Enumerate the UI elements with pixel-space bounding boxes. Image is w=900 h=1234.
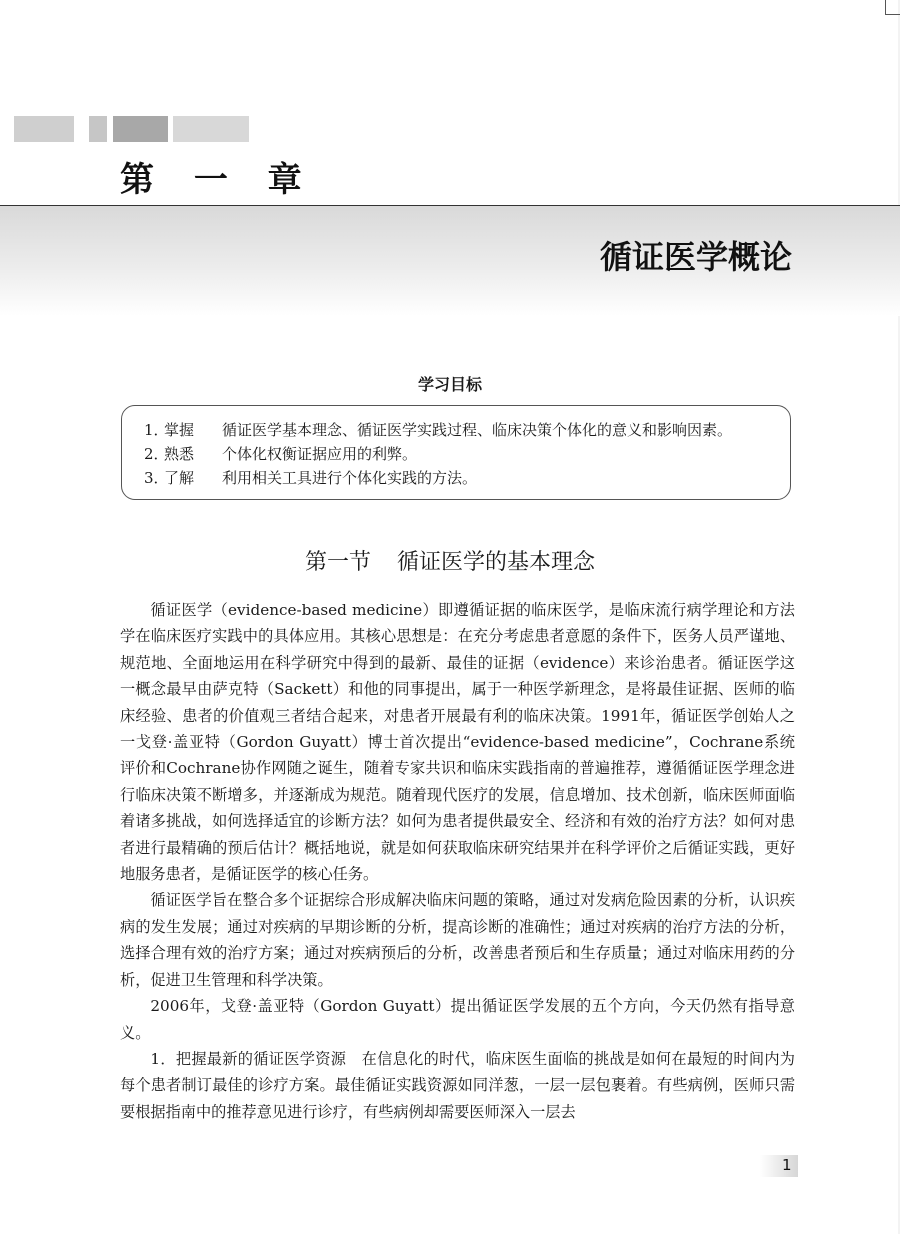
decorative-block [173, 116, 249, 142]
objective-verb: 了解 [164, 469, 195, 487]
page-number: 1 [782, 1156, 792, 1174]
objective-text: 个体化权衡证据应用的利弊。 [222, 445, 418, 463]
decorative-block [14, 116, 74, 142]
objective-text: 循证医学基本理念、循证医学实践过程、临床决策个体化的意义和影响因素。 [222, 421, 733, 439]
objective-item [144, 466, 790, 490]
body-text [120, 597, 795, 1125]
objective-item [144, 442, 790, 466]
paragraph: 1．把握最新的循证医学资源 在信息化的时代，临床医生面临的挑战是如何在最短的时间内为每个患者制订最佳的诊疗方案。最佳循证实践资源如同洋葱，一层一层包裹着。有些病例，医师只需要根据指南中的推荐意见进行诊疗，有些病例却需要医师深入一层去 [120, 1049, 795, 1121]
crop-mark [885, 0, 900, 15]
page-number-tab [760, 1155, 798, 1177]
objective-verb: 掌握 [164, 421, 195, 439]
objectives-box [121, 405, 791, 500]
section-title [0, 545, 900, 576]
paragraph: 循证医学（evidence-based medicine）即遵循证据的临床医学，是临床流行病学理论和方法学在临床医疗实践中的具体应用。其核心思想是：在充分考虑患者意愿的条件下，医务人员严谨地、规范地、全面地运用在科学研究中得到的最新、最佳的证据（evidence）来诊治患者。循证医学这一概念最早由萨克特（Sackett）和他的同事提出，属于一种医学新理念，是将最佳证据、医师的临床经验、患者的价值观三者结合起来，对患者开展最有利的临床决策。1991年，循证医学创始人之一戈登·盖亚特（Gordon Guyatt）博士首次提出“evidence-based medicine”，Cochrane系统评价和Cochrane协作网随之诞生，随着专家共识和临床实践指南的普遍推荐，遵循循证医学理念进行临床决策不断增多，并逐渐成为规范。随着现代医疗的发展，信息增加、技术创新，临床医师面临着诸多挑战，如何选择适宜的诊断方法？如何为患者提供最安全、经济和有效的治疗方法？如何对患者进行最精确的预后估计？概括地说，就是如何获取临床研究结果并在科学评价之后循证实践，更好地服务患者，是循证医学的核心任务。 [120, 601, 795, 884]
objective-number: 1． [144, 421, 169, 439]
paragraph: 2006年，戈登·盖亚特（Gordon Guyatt）提出循证医学发展的五个方向，今天仍然有指导意义。 [120, 997, 795, 1042]
section-name: 循证医学的基本理念 [397, 550, 596, 575]
section-number: 第一节 [304, 550, 371, 575]
objective-verb: 熟悉 [164, 445, 195, 463]
objective-text: 利用相关工具进行个体化实践的方法。 [222, 469, 478, 487]
decorative-block [113, 116, 168, 142]
chapter-title: 循证医学概论 [599, 238, 792, 276]
objective-item [144, 418, 790, 442]
objective-number: 3． [144, 469, 169, 487]
objectives-heading: 学习目标 [417, 375, 482, 394]
paragraph: 循证医学旨在整合多个证据综合形成解决临床问题的策略，通过对发病危险因素的分析，认识疾病的发生发展；通过对疾病的早期诊断的分析，提高诊断的准确性；通过对疾病的治疗方法的分析，选择合理有效的治疗方案；通过对疾病预后的分析，改善患者预后和生存质量；通过对临床用药的分析，促进卫生管理和科学决策。 [120, 891, 795, 989]
chapter-number: 第 一 章 [120, 160, 316, 200]
objective-number: 2． [144, 445, 169, 463]
decorative-block [89, 116, 107, 142]
